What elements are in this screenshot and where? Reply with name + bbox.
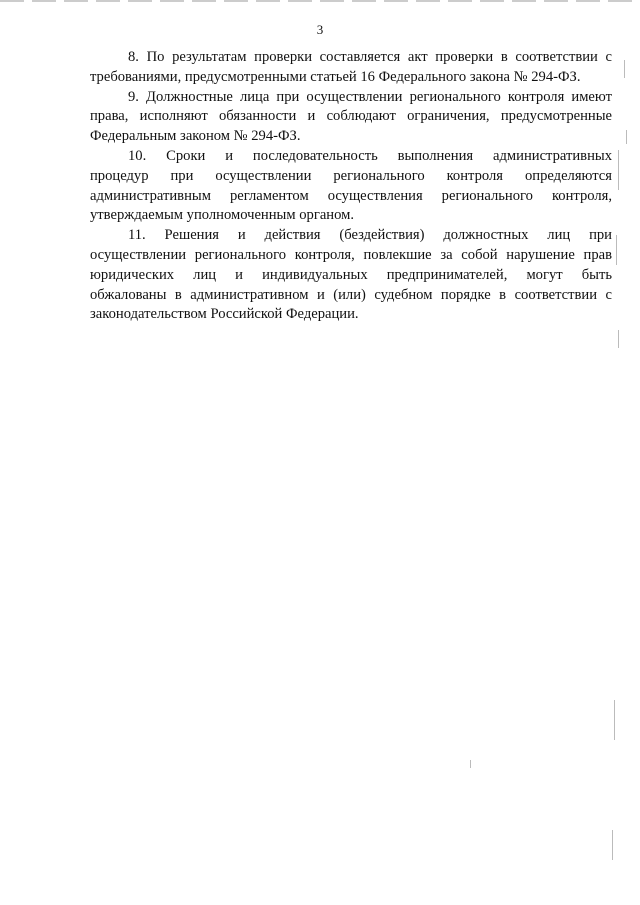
scan-artifact <box>612 830 613 860</box>
scan-artifact <box>626 130 627 144</box>
text-line: 8. По результатам проверки составляется акт проверки в соответствии с <box>128 49 612 65</box>
scan-artifact <box>624 60 625 78</box>
text-line: утверждаемым уполномоченным органом. <box>90 207 355 224</box>
scan-artifact <box>618 150 619 190</box>
text-line: требованиями, предусмотренными статьей 16 Федерального закона № 294-ФЗ. <box>90 68 581 85</box>
text-line: 9. Должностные лица при осуществлении регионального контроля имеют <box>128 88 612 105</box>
scan-artifact <box>614 700 615 740</box>
paragraph-11 <box>90 226 612 325</box>
paragraph-10 <box>90 147 612 226</box>
text-line: 10. Сроки и последовательность выполнения административных <box>128 147 612 164</box>
text-line: обжалованы в административном и (или) судебном порядке в соответствии с <box>90 286 612 303</box>
text-line: административным регламентом осуществления регионального контроля, <box>90 187 612 204</box>
text-line: права, исполняют обязанности и соблюдают ограничения, предусмотренные <box>90 108 612 125</box>
page-number: 3 <box>316 22 324 37</box>
text-line: осуществлении регионального контроля, повлекшие за собой нарушение прав <box>90 246 612 263</box>
scan-artifact <box>616 235 617 265</box>
document-body <box>90 48 612 325</box>
scan-edge <box>0 0 640 2</box>
text-line: процедур при осуществлении регионального контроля определяются <box>90 167 612 184</box>
text-line: законодательством Российской Федерации. <box>90 306 359 323</box>
scan-artifact <box>618 330 619 348</box>
scan-artifact <box>470 760 471 768</box>
paragraph-8 <box>90 48 612 88</box>
paragraph-9 <box>90 88 612 147</box>
text-line: 11. Решения и действия (бездействия) должностных лиц при <box>128 227 612 244</box>
text-line: юридических лиц и индивидуальных предпринимателей, могут быть <box>90 266 612 283</box>
text-line: Федеральным законом № 294-ФЗ. <box>90 128 301 145</box>
